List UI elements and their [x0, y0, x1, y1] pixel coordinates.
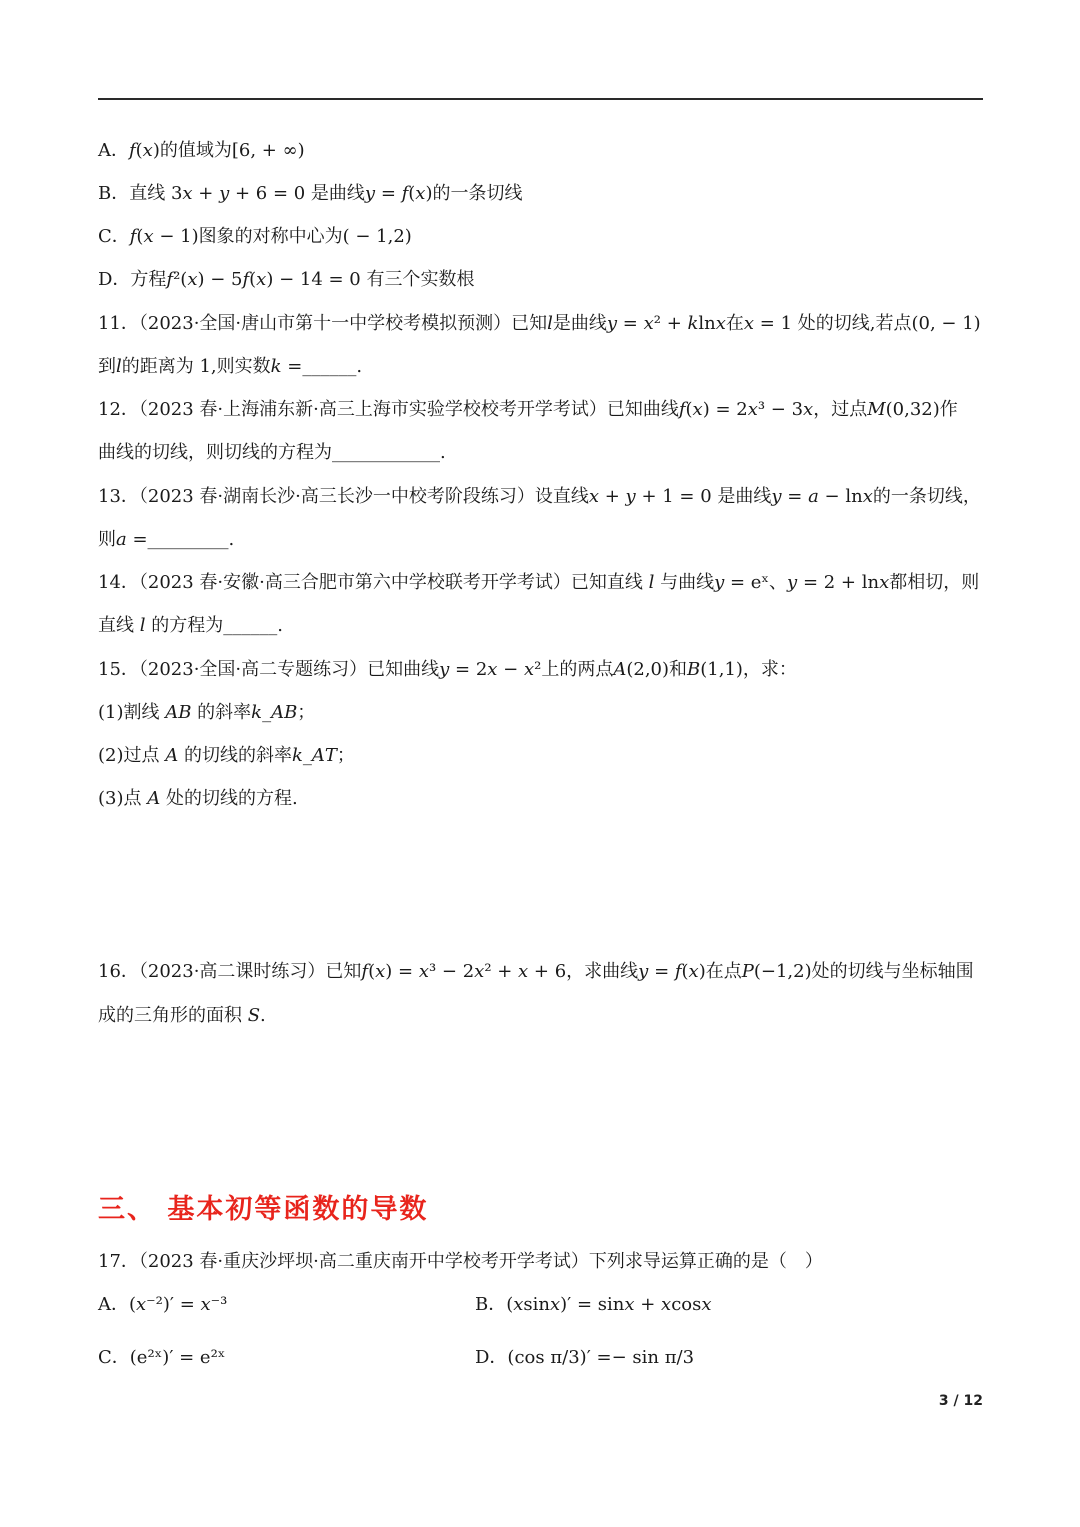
- q12-line2: 曲线的切线，则切线的方程为____________.: [98, 442, 446, 463]
- q13-line2: 则𝑎 =_________.: [98, 529, 235, 550]
- q14-line2: 直线 𝑙 的方程为______.: [98, 615, 283, 636]
- q12-line1: 12．（2023 春·上海浦东新·高三上海市实验学校校考开学考试）已知曲线𝑓(𝑥) = 2𝑥³ − 3𝑥，过点𝑀(0,32)作: [98, 399, 958, 420]
- q11-line2: 到𝑙的距离为 1,则实数𝑘 =______.: [98, 356, 363, 377]
- q17-stem: 17．（2023 春·重庆沙坪坝·高二重庆南开中学校考开学考试）下列求导运算正确的是（ ）: [98, 1251, 823, 1272]
- header-rule: [98, 98, 983, 100]
- q16-line1: 16．（2023·高二课时练习）已知𝑓(𝑥) = 𝑥³ − 2𝑥² + 𝑥 + 6，求曲线𝑦 = 𝑓(𝑥)在点𝑃(−1,2)处的切线与坐标轴围: [98, 961, 974, 982]
- q15-line1: 15．（2023·全国·高二专题练习）已知曲线𝑦 = 2𝑥 − 𝑥²上的两点𝐴(2,0)和𝐵(1,1)，求：: [98, 659, 797, 680]
- option-d-q10: D．方程𝑓²(𝑥) − 5𝑓(𝑥) − 14 = 0 有三个实数根: [98, 269, 475, 290]
- q15-sub3: (3)点 𝐴 处的切线的方程.: [98, 788, 298, 809]
- q14-line1: 14．（2023 春·安徽·高三合肥市第六中学校联考开学考试）已知直线 𝑙 与曲线𝑦 = eˣ、𝑦 = 2 + ln𝑥都相切，则: [98, 572, 980, 593]
- q17-option-c: C．(e²ˣ)′ = e²ˣ: [98, 1347, 226, 1368]
- q13-line1: 13．（2023 春·湖南长沙·高三长沙一中校考阶段练习）设直线𝑥 + 𝑦 + 1 = 0 是曲线𝑦 = 𝑎 − ln𝑥的一条切线，: [98, 486, 981, 507]
- q16-line2: 成的三角形的面积 𝑆.: [98, 1005, 266, 1026]
- q17-option-d: D．(cos π/3)′ =− sin π/3: [475, 1347, 695, 1368]
- section-title: 三、 基本初等函数的导数: [98, 1194, 429, 1225]
- q11-line1: 11．（2023·全国·唐山市第十一中学校考模拟预测）已知𝑙是曲线𝑦 = 𝑥² + 𝑘ln𝑥在𝑥 = 1 处的切线,若点(0, − 1): [98, 313, 981, 334]
- option-b-q10: B．直线 3𝑥 + 𝑦 + 6 = 0 是曲线𝑦 = 𝑓(𝑥)的一条切线: [98, 183, 523, 204]
- option-c-q10: C．𝑓(𝑥 − 1)图象的对称中心为( − 1,2): [98, 226, 412, 247]
- q15-sub2: (2)过点 𝐴 的切线的斜率𝑘_𝐴𝑇；: [98, 745, 355, 766]
- option-a-q10: A．𝑓(𝑥)的值域为[6, + ∞): [98, 140, 305, 161]
- q17-option-a: A．(𝑥⁻²)′ = 𝑥⁻³: [98, 1294, 228, 1315]
- q15-sub1: (1)割线 𝐴𝐵 的斜率𝑘_𝐴𝐵；: [98, 702, 316, 723]
- q17-option-b: B．(𝑥sin𝑥)′ = sin𝑥 + 𝑥cos𝑥: [475, 1294, 712, 1315]
- page-number: 3 / 12: [938, 1393, 983, 1409]
